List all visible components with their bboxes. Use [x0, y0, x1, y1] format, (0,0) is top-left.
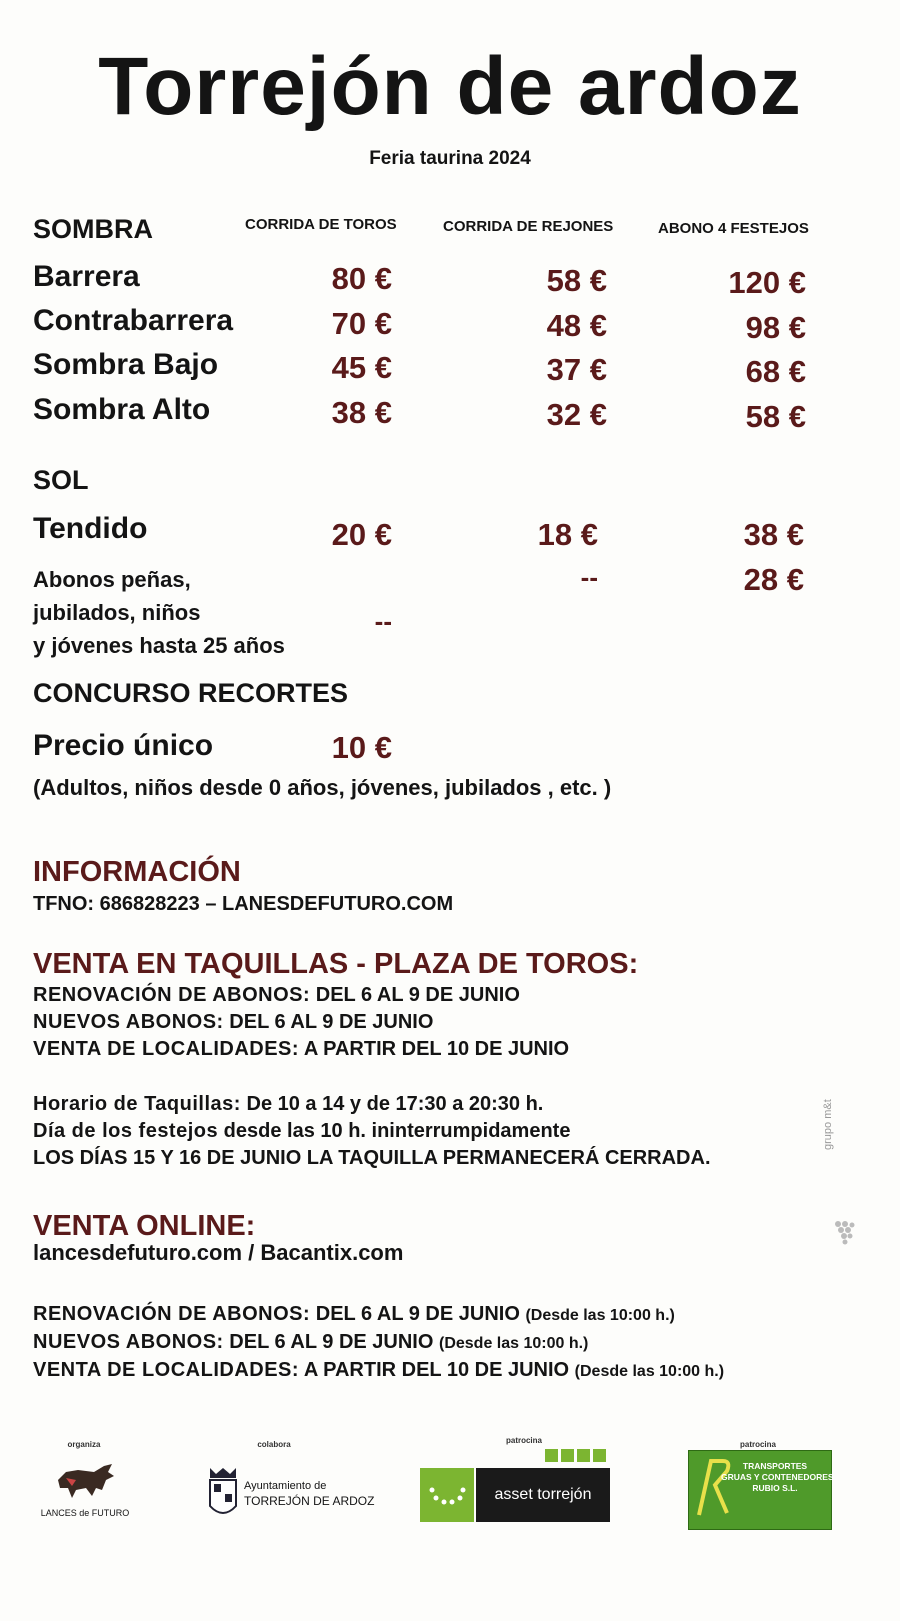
online-line: VENTA DE LOCALIDADES: A PARTIR DEL 10 DE JUNIO (Desde las 10:00 h.) — [33, 1359, 725, 1381]
sponsor-name: TRANSPORTES — [742, 1461, 808, 1471]
price-cell: 45 € — [331, 350, 392, 385]
info-contact: TFNO: 686828223 – LANESDEFUTURO.COM — [33, 893, 454, 915]
price-cell: 120 € — [728, 265, 806, 300]
online-line: NUEVOS ABONOS: DEL 6 AL 9 DE JUNIO (Desde las 10:00 h.) — [33, 1331, 589, 1353]
online-line: RENOVACIÓN DE ABONOS: DEL 6 AL 9 DE JUNIO (Desde las 10:00 h.) — [33, 1303, 675, 1325]
abonos-line: y jóvenes hasta 25 años — [33, 633, 285, 658]
section-heading-online: VENTA ONLINE: — [33, 1210, 256, 1242]
taquillas-line: VENTA DE LOCALIDADES: A PARTIR DEL 10 DE JUNIO — [33, 1038, 570, 1060]
row-label: Sombra Bajo — [33, 348, 219, 381]
asset-logo-icon — [420, 1468, 474, 1522]
price-cell: 58 € — [546, 263, 607, 298]
price-cell: -- — [580, 562, 598, 592]
grapes-icon — [830, 1218, 856, 1250]
price-cell: 38 € — [331, 395, 392, 430]
price-cell: 48 € — [546, 308, 607, 343]
price-cell: 68 € — [745, 354, 806, 389]
price-cell: 32 € — [546, 397, 607, 432]
sponsor-name: RUBIO S.L. — [752, 1483, 798, 1493]
page-subtitle: Feria taurina 2024 — [369, 148, 531, 169]
online-sites: lancesdefuturo.com / Bacantix.com — [33, 1240, 404, 1265]
sponsor-name: Ayuntamiento de — [244, 1480, 327, 1492]
price-cell: 70 € — [331, 306, 392, 341]
sponsor-caption: patrocina — [739, 1440, 776, 1449]
section-heading-informacion: INFORMACIÓN — [33, 856, 241, 888]
price-cell: 58 € — [745, 399, 806, 434]
price-cell: 38 € — [743, 517, 804, 552]
taquillas-line: RENOVACIÓN DE ABONOS: DEL 6 AL 9 DE JUNIO — [33, 984, 520, 1006]
sponsor-name: GRUAS Y CONTENEDORES — [721, 1472, 834, 1482]
sponsor-name: asset torrejón — [476, 1468, 610, 1522]
bull-logo-icon — [52, 1458, 118, 1506]
column-header: CORRIDA DE REJONES — [443, 218, 614, 235]
price-cell: 80 € — [331, 261, 392, 296]
row-label: Barrera — [33, 260, 140, 293]
column-header: CORRIDA DE TOROS — [245, 216, 397, 233]
horario-line: Día de los festejos desde las 10 h. ininterrumpidamente — [33, 1120, 571, 1142]
sponsor-name: LANCES de FUTURO — [40, 1508, 130, 1518]
price-cell: 28 € — [743, 562, 804, 597]
concurso-note: (Adultos, niños desde 0 años, jóvenes, jubilados , etc. ) — [33, 775, 612, 800]
horario-line: LOS DÍAS 15 Y 16 DE JUNIO LA TAQUILLA PERMANECERÁ CERRADA. — [33, 1147, 711, 1169]
coat-of-arms-icon — [206, 1466, 240, 1522]
asset-squares — [545, 1449, 611, 1463]
price-cell: 98 € — [745, 310, 806, 345]
price-cell: 18 € — [537, 517, 598, 552]
price-cell: 20 € — [331, 517, 392, 552]
sponsor-caption: patrocina — [505, 1436, 542, 1445]
section-heading-concurso: CONCURSO RECORTES — [33, 678, 349, 708]
horario-line: Horario de Taquillas: De 10 a 14 y de 17:30 a 20:30 h. — [33, 1093, 544, 1115]
section-heading-taquillas: VENTA EN TAQUILLAS - PLAZA DE TOROS: — [33, 948, 639, 980]
price-cell: -- — [374, 606, 392, 636]
row-label: Sombra Alto — [33, 393, 211, 426]
page-title: Torrejón de ardoz — [98, 41, 802, 132]
price-cell: 10 € — [331, 730, 392, 765]
row-label: Contrabarrera — [33, 304, 234, 337]
abonos-line: Abonos peñas, — [33, 567, 191, 592]
column-header: ABONO 4 FESTEJOS — [658, 220, 809, 237]
sponsor-name: TORREJÓN DE ARDOZ — [244, 1494, 375, 1508]
rubio-logo — [688, 1450, 832, 1530]
section-heading-sombra: SOMBRA — [33, 214, 153, 244]
side-credit: grupo m&t — [822, 1099, 834, 1150]
abonos-line: jubilados, niños — [33, 600, 201, 625]
price-cell: 37 € — [546, 352, 607, 387]
section-heading-sol: SOL — [33, 465, 89, 495]
row-label: Precio único — [33, 729, 214, 762]
sponsor-caption: colabora — [257, 1440, 291, 1449]
row-label-abonos — [33, 563, 285, 662]
taquillas-line: NUEVOS ABONOS: DEL 6 AL 9 DE JUNIO — [33, 1011, 434, 1033]
sponsor-caption: organiza — [67, 1440, 101, 1449]
row-label: Tendido — [33, 512, 148, 545]
